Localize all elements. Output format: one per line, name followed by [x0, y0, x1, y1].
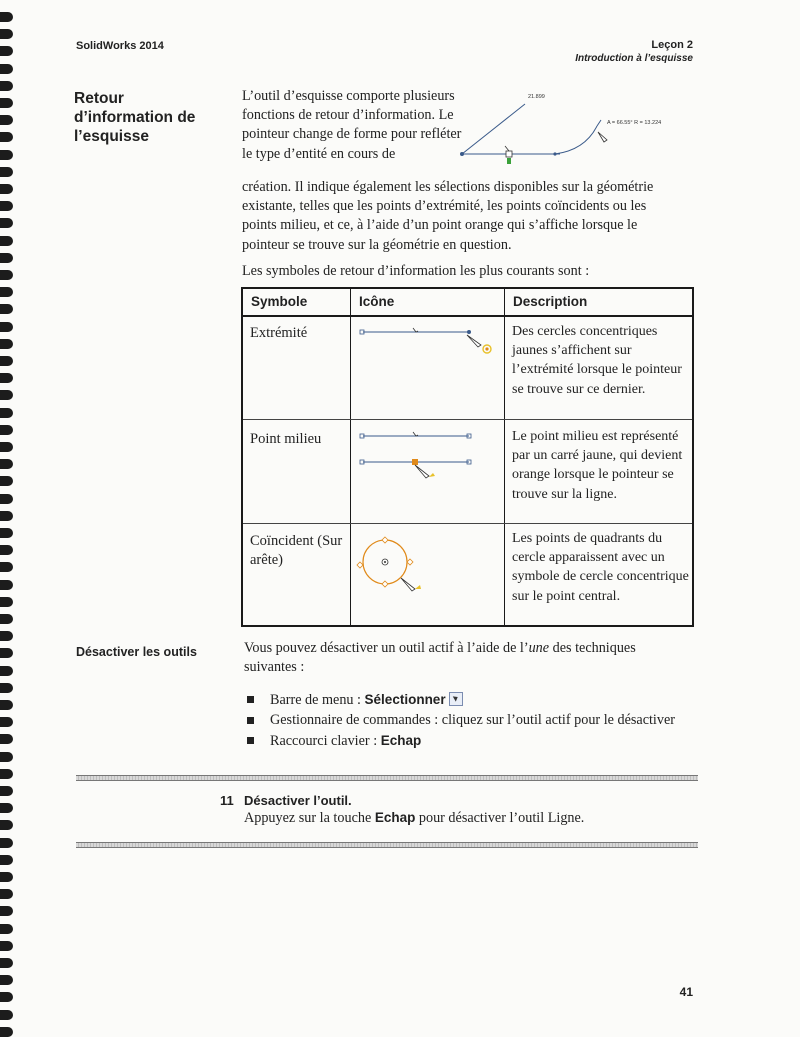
binding-ring	[0, 1027, 13, 1037]
table-header-icon: Icône	[359, 294, 395, 309]
binding-ring	[0, 253, 13, 263]
binding-ring	[0, 717, 13, 727]
page-number: 41	[679, 985, 693, 999]
binding-ring	[0, 889, 13, 899]
binding-ring	[0, 373, 13, 383]
running-header-right	[575, 38, 693, 66]
binding-ring	[0, 666, 13, 676]
lesson-subtitle: Introduction à l’esquisse	[575, 53, 693, 64]
binding-ring	[0, 167, 13, 177]
step-title: Désactiver l’outil.	[244, 793, 352, 808]
binding-ring	[0, 752, 13, 762]
paragraph-intro-start: L’outil d’esquisse comporte plusieurs fonctions de retour d’information. Le pointeur change de forme pour refléter le type d’entité en cours de	[242, 88, 462, 162]
binding-ring	[0, 218, 13, 228]
coincident-feedback-icon	[355, 535, 435, 605]
binding-ring	[0, 425, 13, 435]
binding-ring	[0, 734, 13, 744]
binding-ring	[0, 356, 13, 366]
binding-ring	[0, 683, 13, 693]
binding-ring	[0, 132, 13, 142]
binding-ring	[0, 390, 13, 400]
binding-ring	[0, 270, 13, 280]
step-number: 11	[220, 793, 234, 808]
binding-ring	[0, 511, 13, 521]
select-cursor-icon	[449, 692, 463, 706]
section-title-feedback: Retour d’information de l’esquisse	[74, 90, 196, 145]
binding-ring	[0, 648, 13, 658]
binding-ring	[0, 236, 13, 246]
binding-ring	[0, 820, 13, 830]
figure-arc-label: A = 66.55° R = 13.224	[607, 120, 662, 126]
binding-ring	[0, 803, 13, 813]
binding-ring	[0, 838, 13, 848]
binding-ring	[0, 528, 13, 538]
list-item: Raccourci clavier : Echap	[244, 731, 684, 751]
paragraph-disable-intro: Vous pouvez désactiver un outil actif à l’aide de l’une des techniques suivantes :	[244, 640, 636, 676]
binding-ring	[0, 958, 13, 968]
binding-ring	[0, 562, 13, 572]
figure-dimension-label: 21.899	[528, 94, 545, 100]
binding-ring	[0, 580, 13, 590]
endpoint-feedback-icon	[357, 323, 497, 357]
table-row-coincident-symbol: Coïncident (Sur arête)	[250, 533, 343, 568]
table-row-midpoint-symbol: Point milieu	[250, 431, 322, 447]
sketch-feedback-figure	[455, 88, 700, 170]
paragraph-intro-end: création. Il indique également les sélections disponibles sur la géométrie existante, telles que les points d’extrémité, les points coïncidents ou les points milieu, et ce, à l’aide d’un point orange qui s’affiche lorsque le pointeur se trouve sur la géométrie en question.	[242, 179, 654, 253]
step-rule-top	[76, 775, 698, 781]
binding-ring	[0, 81, 13, 91]
binding-ring	[0, 115, 13, 125]
binding-ring	[0, 29, 13, 39]
section-title-disable-tools: Désactiver les outils	[76, 645, 197, 659]
binding-ring	[0, 786, 13, 796]
binding-ring	[0, 184, 13, 194]
binding-ring	[0, 201, 13, 211]
binding-ring	[0, 46, 13, 56]
table-row-coincident-description: Les points de quadrants du cercle apparaissent avec un symbole de cercle concentrique sur le point central.	[512, 531, 689, 604]
binding-ring	[0, 12, 13, 22]
binding-ring	[0, 545, 13, 555]
binding-ring	[0, 769, 13, 779]
binding-ring	[0, 98, 13, 108]
list-item: Barre de menu : Sélectionner	[244, 690, 684, 710]
binding-ring	[0, 906, 13, 916]
table-row-endpoint-symbol: Extrémité	[250, 325, 308, 341]
paragraph-symbols-intro: Les symboles de retour d’information les plus courants sont :	[242, 263, 590, 279]
feedback-symbols-table	[241, 287, 694, 627]
binding-ring	[0, 287, 13, 297]
binding-ring	[0, 631, 13, 641]
binding-ring	[0, 64, 13, 74]
binding-ring	[0, 408, 13, 418]
binding-ring	[0, 304, 13, 314]
table-header-symbol: Symbole	[251, 294, 308, 309]
disable-techniques-list	[244, 690, 684, 752]
spiral-binding	[0, 0, 26, 1035]
binding-ring	[0, 1010, 13, 1020]
binding-ring	[0, 476, 13, 486]
binding-ring	[0, 150, 13, 160]
binding-ring	[0, 614, 13, 624]
step-instruction: Appuyez sur la touche Echap pour désactiver l’outil Ligne.	[244, 810, 585, 826]
table-header-row	[243, 289, 692, 317]
binding-ring	[0, 855, 13, 865]
binding-ring	[0, 442, 13, 452]
binding-ring	[0, 494, 13, 504]
step-rule-bottom	[76, 842, 698, 848]
binding-ring	[0, 924, 13, 934]
binding-ring	[0, 459, 13, 469]
table-row-midpoint-description: Le point milieu est représenté par un carré jaune, qui devient orange lorsque le pointeur se trouve sur la ligne.	[512, 429, 683, 502]
binding-ring	[0, 975, 13, 985]
midpoint-feedback-icon	[357, 427, 497, 491]
binding-ring	[0, 992, 13, 1002]
binding-ring	[0, 597, 13, 607]
binding-ring	[0, 322, 13, 332]
binding-ring	[0, 700, 13, 710]
running-header-left: SolidWorks 2014	[76, 40, 164, 52]
binding-ring	[0, 339, 13, 349]
lesson-label: Leçon 2	[651, 39, 693, 51]
table-header-description: Description	[513, 294, 588, 309]
binding-ring	[0, 872, 13, 882]
table-row-endpoint-description: Des cercles concentriques jaunes s’affichent sur l’extrémité lorsque le pointeur se trouve sur ce dernier.	[512, 324, 682, 397]
binding-ring	[0, 941, 13, 951]
list-item: Gestionnaire de commandes : cliquez sur l’outil actif pour le désactiver	[244, 711, 684, 730]
